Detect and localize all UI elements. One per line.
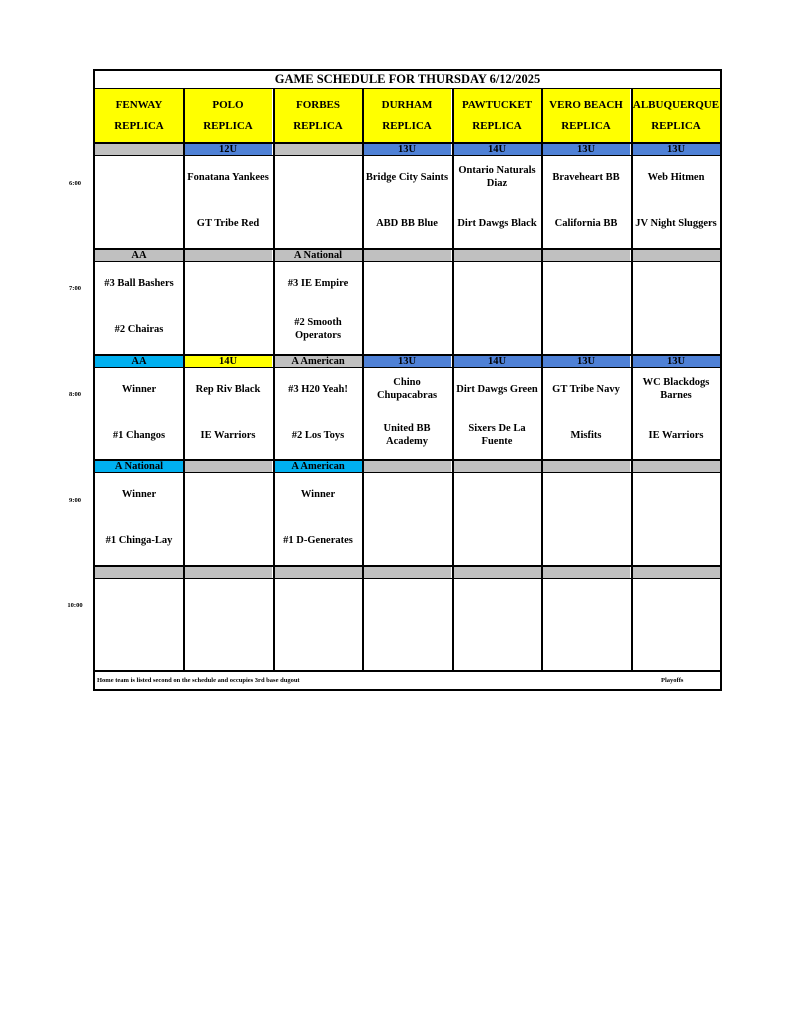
venue-header-fenway xyxy=(95,89,183,142)
away-team xyxy=(184,474,272,514)
venue-subtitle: REPLICA xyxy=(561,119,611,132)
grid-line xyxy=(93,472,722,473)
division-band-cell xyxy=(453,249,541,261)
away-team: Winner xyxy=(121,383,157,395)
division-band-cell xyxy=(184,566,272,578)
away-team: Rep Riv Black xyxy=(195,383,261,395)
grid-line xyxy=(93,354,722,356)
home-team: JV Night Sluggers xyxy=(635,217,717,229)
time-label: 10:00 xyxy=(67,602,83,609)
venue-header-vero-beach xyxy=(542,89,630,142)
home-team: #1 Changos xyxy=(112,429,166,441)
venue-subtitle: REPLICA xyxy=(114,119,164,132)
time-label: 6:00 xyxy=(69,180,81,187)
away-team xyxy=(184,580,272,620)
away-team xyxy=(453,474,541,514)
home-team xyxy=(632,309,720,349)
home-team xyxy=(632,520,720,560)
venue-name: PAWTUCKET xyxy=(461,98,533,111)
home-team: IE Warriors xyxy=(648,429,704,441)
home-team xyxy=(542,520,630,560)
division-band-cell: 13U xyxy=(632,355,720,367)
away-team: Bridge City Saints xyxy=(365,171,449,183)
venue-name: POLO xyxy=(212,98,244,111)
home-team xyxy=(274,203,362,243)
division-band-cell: 12U xyxy=(184,143,272,155)
home-team: Sixers De La Fuente xyxy=(468,423,526,447)
away-team: #3 IE Empire xyxy=(287,277,349,289)
venue-header-forbes xyxy=(274,89,362,142)
venue-subtitle: REPLICA xyxy=(203,119,253,132)
grid-line xyxy=(93,261,722,262)
division-band-cell xyxy=(184,460,272,472)
home-team: #2 Smooth Operators xyxy=(294,317,342,341)
grid-line xyxy=(93,142,722,144)
away-team xyxy=(363,474,451,514)
grid-line xyxy=(452,88,454,671)
venue-header-albuquerque xyxy=(632,89,720,142)
grid-line xyxy=(93,367,722,368)
home-team: Misfits xyxy=(570,429,602,441)
venue-header-polo xyxy=(184,89,272,142)
away-team: #3 Ball Bashers xyxy=(104,277,174,289)
home-team xyxy=(95,626,183,666)
home-team xyxy=(184,626,272,666)
away-team: Winner xyxy=(300,488,336,500)
venue-name: FENWAY xyxy=(115,98,163,111)
division-band-cell: A National xyxy=(95,460,183,472)
venue-subtitle: REPLICA xyxy=(472,119,522,132)
division-band-cell xyxy=(632,460,720,472)
division-band-cell xyxy=(95,566,183,578)
schedule-title: GAME SCHEDULE FOR THURSDAY 6/12/2025 xyxy=(274,72,541,86)
grid-line xyxy=(93,459,722,461)
home-team xyxy=(95,203,183,243)
grid-line xyxy=(93,565,722,567)
home-team: ABD BB Blue xyxy=(376,217,438,229)
venue-header-durham xyxy=(363,89,451,142)
home-team xyxy=(363,309,451,349)
home-team xyxy=(632,626,720,666)
division-band-cell xyxy=(542,566,630,578)
away-team xyxy=(274,580,362,620)
away-team: Web Hitmen xyxy=(647,171,705,183)
home-team: #2 Chairas xyxy=(114,323,164,335)
division-band-cell: AA xyxy=(95,249,183,261)
division-band-cell xyxy=(632,249,720,261)
time-label: 8:00 xyxy=(69,391,81,398)
home-team: GT Tribe Red xyxy=(196,217,260,229)
away-team xyxy=(184,263,272,303)
away-team: Fonatana Yankees xyxy=(187,171,269,183)
division-band-cell xyxy=(95,143,183,155)
away-team xyxy=(363,263,451,303)
away-team xyxy=(632,580,720,620)
grid-line xyxy=(93,670,722,672)
venue-subtitle: REPLICA xyxy=(382,119,432,132)
away-team: GT Tribe Navy xyxy=(552,383,620,395)
division-band-cell xyxy=(542,460,630,472)
division-band-cell: A American xyxy=(274,355,362,367)
division-band-cell xyxy=(184,249,272,261)
division-band-cell: A American xyxy=(274,460,362,472)
home-team xyxy=(542,626,630,666)
away-team: Dirt Dawgs Green xyxy=(456,383,538,395)
home-team: #2 Los Toys xyxy=(291,429,345,441)
venue-subtitle: REPLICA xyxy=(293,119,343,132)
away-team: Braveheart BB xyxy=(552,171,620,183)
grid-line xyxy=(362,88,364,671)
division-band-cell: A National xyxy=(274,249,362,261)
grid-line xyxy=(93,155,722,156)
home-team-note: Home team is listed second on the schedule and occupies 3rd base dugout xyxy=(97,677,300,684)
division-band-cell: 13U xyxy=(632,143,720,155)
grid-line xyxy=(183,88,185,671)
division-band-cell: AA xyxy=(95,355,183,367)
away-team: Winner xyxy=(121,488,157,500)
venue-header-pawtucket xyxy=(453,89,541,142)
division-band-cell: 13U xyxy=(542,143,630,155)
division-band-cell xyxy=(363,460,451,472)
division-band-cell xyxy=(274,566,362,578)
home-team xyxy=(184,309,272,349)
away-team xyxy=(363,580,451,620)
division-band-cell xyxy=(274,143,362,155)
away-team xyxy=(453,580,541,620)
home-team xyxy=(363,520,451,560)
grid-line xyxy=(273,88,275,671)
home-team: #1 D-Generates xyxy=(283,534,353,546)
away-team xyxy=(95,580,183,620)
away-team xyxy=(632,474,720,514)
away-team xyxy=(632,263,720,303)
division-band-cell: 13U xyxy=(363,355,451,367)
away-team: Chino Chupacabras xyxy=(376,377,438,401)
venue-name: DURHAM xyxy=(381,98,433,111)
division-band-cell xyxy=(542,249,630,261)
away-team: Ontario Naturals Diaz xyxy=(458,165,536,189)
away-team xyxy=(274,157,362,197)
division-band-cell xyxy=(453,566,541,578)
away-team xyxy=(542,263,630,303)
division-band-cell xyxy=(632,566,720,578)
home-team xyxy=(363,626,451,666)
division-band-cell: 14U xyxy=(453,355,541,367)
division-band-cell: 14U xyxy=(453,143,541,155)
home-team xyxy=(453,309,541,349)
venue-name: ALBUQUERQUE xyxy=(632,98,720,111)
division-band-cell: 14U xyxy=(184,355,272,367)
home-team: United BB Academy xyxy=(383,423,431,447)
away-team: #3 H20 Yeah! xyxy=(288,383,348,395)
playoffs-label: Playoffs xyxy=(661,677,684,684)
time-label: 7:00 xyxy=(69,285,81,292)
division-band-cell: 13U xyxy=(542,355,630,367)
away-team xyxy=(453,263,541,303)
grid-line xyxy=(93,248,722,250)
division-band-cell xyxy=(363,566,451,578)
home-team xyxy=(274,626,362,666)
home-team xyxy=(453,520,541,560)
home-team xyxy=(184,520,272,560)
home-team xyxy=(542,309,630,349)
home-team: California BB xyxy=(554,217,618,229)
away-team xyxy=(95,157,183,197)
home-team: #1 Chinga-Lay xyxy=(105,534,173,546)
division-band-cell: 13U xyxy=(363,143,451,155)
division-band-cell xyxy=(453,460,541,472)
grid-line xyxy=(93,88,722,89)
venue-name: VERO BEACH xyxy=(549,98,623,111)
away-team xyxy=(542,474,630,514)
grid-line xyxy=(93,578,722,579)
home-team: Dirt Dawgs Black xyxy=(457,217,537,229)
away-team xyxy=(542,580,630,620)
home-team xyxy=(453,626,541,666)
away-team: WC Blackdogs Barnes xyxy=(642,377,710,401)
time-label: 9:00 xyxy=(69,497,81,504)
venue-subtitle: REPLICA xyxy=(651,119,701,132)
grid-line xyxy=(541,88,543,671)
division-band-cell xyxy=(363,249,451,261)
grid-line xyxy=(631,88,633,671)
home-team: IE Warriors xyxy=(200,429,256,441)
venue-name: FORBES xyxy=(295,98,340,111)
